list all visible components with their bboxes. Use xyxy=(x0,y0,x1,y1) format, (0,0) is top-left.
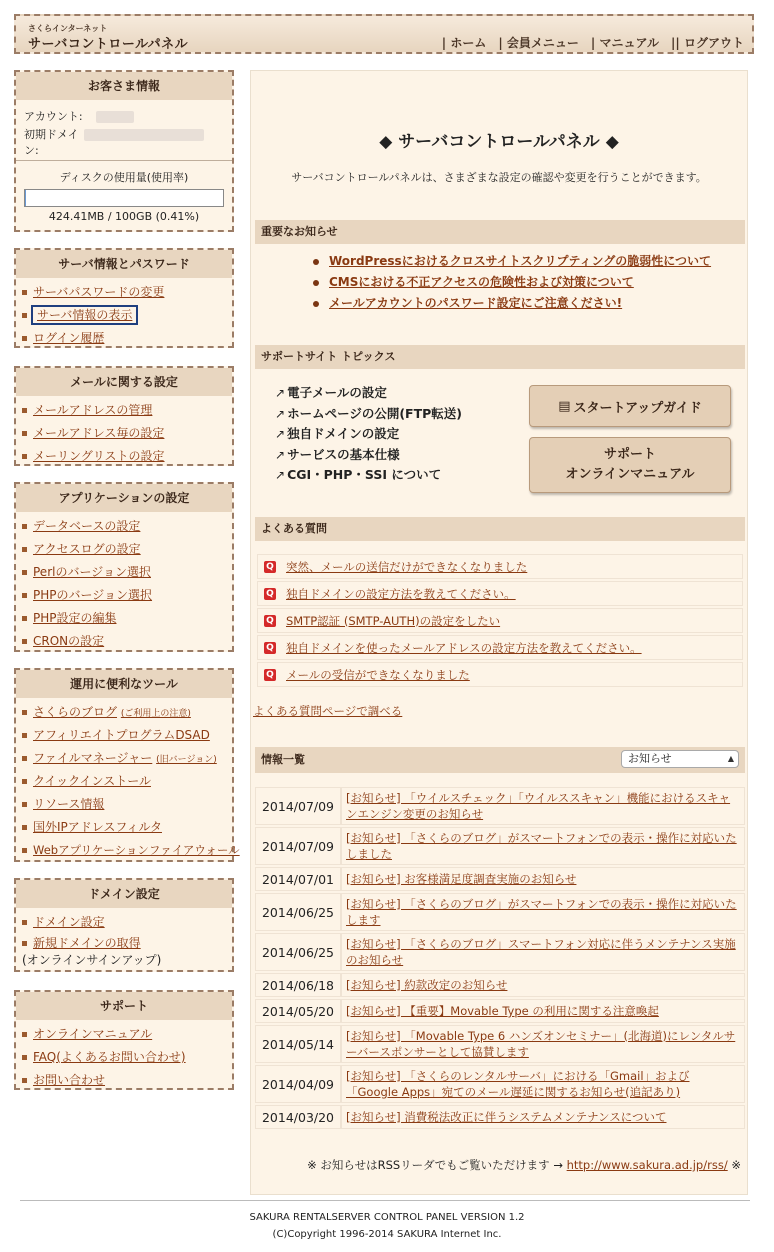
notice-item[interactable]: メールアカウントのパスワード設定にご注意ください! xyxy=(313,293,711,314)
startup-guide-button[interactable]: ▤ スタートアップガイド xyxy=(529,385,731,427)
news-date: 2014/05/20 xyxy=(255,999,341,1023)
news-title-cell xyxy=(341,827,745,865)
news-table xyxy=(255,785,745,1131)
news-link[interactable]: [お知らせ] 「さくらのブログ」スマートフォン対応に伴うメンテナンス実施のお知らせ xyxy=(346,937,736,967)
page-title: ◆ サーバコントロールパネル ◆ xyxy=(379,132,619,152)
news-title-cell xyxy=(341,1025,745,1063)
faq-list xyxy=(257,554,743,689)
faq-more-link[interactable]: よくある質問ページで調べる xyxy=(253,704,403,718)
main-content xyxy=(250,70,748,1195)
sidebar-item-blog[interactable]: さくらのブログ (ご利用上の注意) xyxy=(22,701,232,724)
external-link-icon: ↗ xyxy=(275,427,286,441)
news-title-cell xyxy=(341,867,745,891)
external-link-icon: ↗ xyxy=(275,447,286,462)
rss-link[interactable]: http://www.sakura.ad.jp/rss/ xyxy=(566,1158,728,1172)
news-link[interactable]: [お知らせ] 消費税法改正に伴うシステムメンテナンスについて xyxy=(346,1110,667,1124)
important-notice-list xyxy=(313,251,711,314)
news-date: 2014/07/09 xyxy=(255,787,341,825)
sidebar-item-quick-install[interactable]: クイックインストール xyxy=(22,770,232,793)
sidebar-item-affiliate[interactable]: アフィリエイトプログラムDSAD xyxy=(22,724,232,747)
support-panel xyxy=(14,990,234,1090)
disk-usage-value: 424.41MB / 100GB (0.41%) xyxy=(48,210,200,223)
news-title-cell xyxy=(341,933,745,971)
news-row xyxy=(255,1025,745,1063)
domain-row: 初期ドメイ xyxy=(16,126,232,142)
sidebar-item-login-history[interactable]: ログイン履歴 xyxy=(22,327,232,350)
faq-item[interactable]: Q SMTP認証 (SMTP-AUTH)の設定をしたい xyxy=(257,608,743,633)
news-row xyxy=(255,1065,745,1103)
mail-panel xyxy=(14,366,234,466)
brand-subtitle: さくらインターネット xyxy=(28,24,108,33)
sidebar-item-database[interactable]: データベースの設定 xyxy=(22,515,232,538)
sidebar-item-mail-address[interactable]: メールアドレスの管理 xyxy=(22,399,232,422)
notice-item[interactable]: WordPressにおけるクロスサイトスクリプティングの脆弱性について xyxy=(313,251,711,272)
masked-account xyxy=(96,111,134,123)
news-link[interactable]: [お知らせ] 「Movable Type 6 ハンズオンセミナー」(北海道)にレンタルサーバースポンサーとして協賛します xyxy=(346,1029,736,1059)
sidebar-item-server-password[interactable]: サーバパスワードの変更 xyxy=(22,281,232,304)
disk-usage-fill xyxy=(25,190,26,206)
external-link-icon: ↗ xyxy=(275,468,286,482)
question-icon: Q xyxy=(264,669,276,681)
news-row xyxy=(255,787,745,825)
sidebar-item-php-settings[interactable]: PHP設定の編集 xyxy=(22,607,232,630)
faq-item[interactable]: Q 独自ドメインの設定方法を教えてください。 xyxy=(257,581,743,606)
topic-item[interactable]: ↗ 電子メールの設定 xyxy=(275,385,387,400)
news-link[interactable]: [お知らせ] 【重要】Movable Type の利用に関する注意喚起 xyxy=(346,1004,659,1018)
new-domain-note: (オンラインサインアップ) xyxy=(22,953,162,967)
external-link-icon: ↗ xyxy=(275,406,286,421)
news-link[interactable]: [お知らせ] 「さくらのブログ」がスマートフォンでの表示・操作に対応いたします xyxy=(346,897,737,927)
news-date: 2014/05/14 xyxy=(255,1025,341,1063)
header-bar xyxy=(14,14,754,54)
news-row xyxy=(255,933,745,971)
sidebar-item-ip-filter[interactable]: 国外IPアドレスフィルタ xyxy=(22,816,232,839)
news-row xyxy=(255,1105,745,1129)
news-title-cell xyxy=(341,1065,745,1103)
news-row xyxy=(255,893,745,931)
chevron-updown-icon: ▲ xyxy=(727,754,734,763)
news-row xyxy=(255,973,745,997)
sidebar-item-faq[interactable]: FAQ(よくあるお問い合わせ) xyxy=(22,1046,232,1069)
news-link[interactable]: [お知らせ] 「さくらのレンタルサーバ」における「Gmail」および「Google Apps」宛てのメール遅延に関するお知らせ(追記あり) xyxy=(346,1069,690,1099)
topic-item[interactable]: ↗ ホームページの公開(FTP転送) xyxy=(275,405,462,421)
online-manual-button[interactable]: サポート オンラインマニュアル xyxy=(529,437,731,493)
news-link[interactable]: [お知らせ] お客様満足度調査実施のお知らせ xyxy=(346,872,577,886)
news-link[interactable]: [お知らせ] 「ウイルスチェック」「ウイルススキャン」機能におけるスキャンエンジン変更のお知らせ xyxy=(346,791,731,821)
brand-logo[interactable]: サーバコントロールパネル xyxy=(28,37,189,52)
news-date: 2014/04/09 xyxy=(255,1065,341,1103)
panel-title: ドメイン設定 xyxy=(16,880,232,908)
notice-item[interactable]: CMSにおける不正アクセスの危険性および対策について xyxy=(313,272,711,293)
nav-member-menu[interactable]: | 会員メニュー xyxy=(498,36,579,50)
nav-home[interactable]: | ホーム xyxy=(441,36,487,50)
sidebar-item-resource-info[interactable]: リソース情報 xyxy=(22,793,232,816)
news-row xyxy=(255,999,745,1023)
apps-panel xyxy=(14,482,234,652)
nav-logout[interactable]: || ログアウト xyxy=(671,36,744,50)
panel-title: サポート xyxy=(16,992,232,1020)
customer-info-panel: お客さま情報 アカウント: 初期ドメイ ン: ディスクの使用量(使用率) 424.41MB / 100GB (0.41%) xyxy=(14,70,234,232)
question-icon: Q xyxy=(264,561,276,573)
nav-manual[interactable]: | マニュアル xyxy=(590,36,660,50)
news-date: 2014/07/01 xyxy=(255,867,341,891)
news-date: 2014/06/25 xyxy=(255,893,341,931)
sidebar-item-mailing-list[interactable]: メーリングリストの設定 xyxy=(22,445,232,468)
sidebar-item-contact[interactable]: お問い合わせ xyxy=(22,1069,232,1092)
news-title-cell xyxy=(341,999,745,1023)
news-date: 2014/06/18 xyxy=(255,973,341,997)
masked-domain xyxy=(84,129,204,141)
sidebar-item-new-domain[interactable]: 新規ドメインの取得 xyxy=(22,934,232,952)
server-panel xyxy=(14,248,234,348)
topic-item[interactable]: ↗ サービスの基本仕様 xyxy=(275,446,400,462)
news-filter-select[interactable]: お知らせ ▲ xyxy=(621,750,739,768)
sidebar-item-mail-settings[interactable]: メールアドレス毎の設定 xyxy=(22,422,232,445)
footer-divider xyxy=(20,1200,750,1201)
panel-title: 運用に便利なツール xyxy=(16,670,232,698)
news-date: 2014/07/09 xyxy=(255,827,341,865)
question-icon: Q xyxy=(264,615,276,627)
footer-version: SAKURA RENTALSERVER CONTROL PANEL VERSION 1.2 xyxy=(249,1212,525,1223)
news-date: 2014/06/25 xyxy=(255,933,341,971)
disk-usage-label: ディスクの使用量(使用率) xyxy=(59,171,189,184)
top-navigation xyxy=(442,34,744,51)
topic-item[interactable]: ↗ CGI・PHP・SSI について xyxy=(275,467,442,482)
news-link[interactable]: [お知らせ] 「さくらのブログ」がスマートフォンでの表示・操作に対応いたしました xyxy=(346,831,737,861)
sidebar-item-waf[interactable]: Webアプリケーションファイアウォール xyxy=(22,839,232,862)
panel-title: お客さま情報 xyxy=(16,72,232,100)
news-row xyxy=(255,867,745,891)
question-icon: Q xyxy=(264,642,276,654)
external-link-icon: ↗ xyxy=(275,386,286,400)
important-notice-heading: 重要なお知らせ xyxy=(255,220,745,244)
account-row: アカウント: xyxy=(16,108,232,126)
sidebar-item-php-version[interactable]: PHPのバージョン選択 xyxy=(22,584,232,607)
support-topics-list xyxy=(275,383,462,486)
news-title-cell xyxy=(341,787,745,825)
news-title-cell xyxy=(341,893,745,931)
book-icon: ▤ xyxy=(558,398,571,414)
sidebar-item-access-log[interactable]: アクセスログの設定 xyxy=(22,538,232,561)
topic-item[interactable]: ↗ 独自ドメインの設定 xyxy=(275,426,400,441)
question-icon: Q xyxy=(264,588,276,600)
disk-usage-bar xyxy=(24,189,224,207)
news-heading: 情報一覧 お知らせ ▲ xyxy=(255,747,745,773)
sidebar-item-file-manager[interactable]: ファイルマネージャー (旧バージョン) xyxy=(22,747,232,770)
news-row xyxy=(255,827,745,865)
domain-panel xyxy=(14,878,234,972)
page-description: サーバコントロールパネルは、さまざまな設定の確認や変更を行うことができます。 xyxy=(291,171,707,184)
faq-item[interactable]: Q メールの受信ができなくなりました xyxy=(257,662,743,687)
panel-title: メールに関する設定 xyxy=(16,368,232,396)
support-topics-heading: サポートサイト トピックス xyxy=(255,345,745,369)
news-title-cell xyxy=(341,973,745,997)
sidebar-item-domain-settings[interactable]: ドメイン設定 xyxy=(22,911,232,934)
faq-heading: よくある質問 xyxy=(255,517,745,541)
sidebar-item-perl-version[interactable]: Perlのバージョン選択 xyxy=(22,561,232,584)
news-link[interactable]: [お知らせ] 約款改定のお知らせ xyxy=(346,978,508,992)
sidebar-item-online-manual[interactable]: オンラインマニュアル xyxy=(22,1023,232,1046)
faq-item[interactable]: Q 独自ドメインを使ったメールアドレスの設定方法を教えてください。 xyxy=(257,635,743,660)
faq-item[interactable]: Q 突然、メールの送信だけができなくなりました xyxy=(257,554,743,579)
panel-title: サーバ情報とパスワード xyxy=(16,250,232,278)
news-title-cell xyxy=(341,1105,745,1129)
sidebar-item-cron[interactable]: CRONの設定 xyxy=(22,630,232,653)
tools-panel xyxy=(14,668,240,862)
footer-copyright: (C)Copyright 1996-2014 SAKURA Internet Inc. xyxy=(272,1229,502,1240)
panel-title: アプリケーションの設定 xyxy=(16,484,232,512)
news-date: 2014/03/20 xyxy=(255,1105,341,1129)
sidebar-item-server-info[interactable]: サーバ情報の表示 xyxy=(22,304,232,327)
rss-note: ※ お知らせはRSSリーダでもご覧いただけます → http://www.sakura.ad.jp/rss/ ※ xyxy=(307,1158,741,1172)
